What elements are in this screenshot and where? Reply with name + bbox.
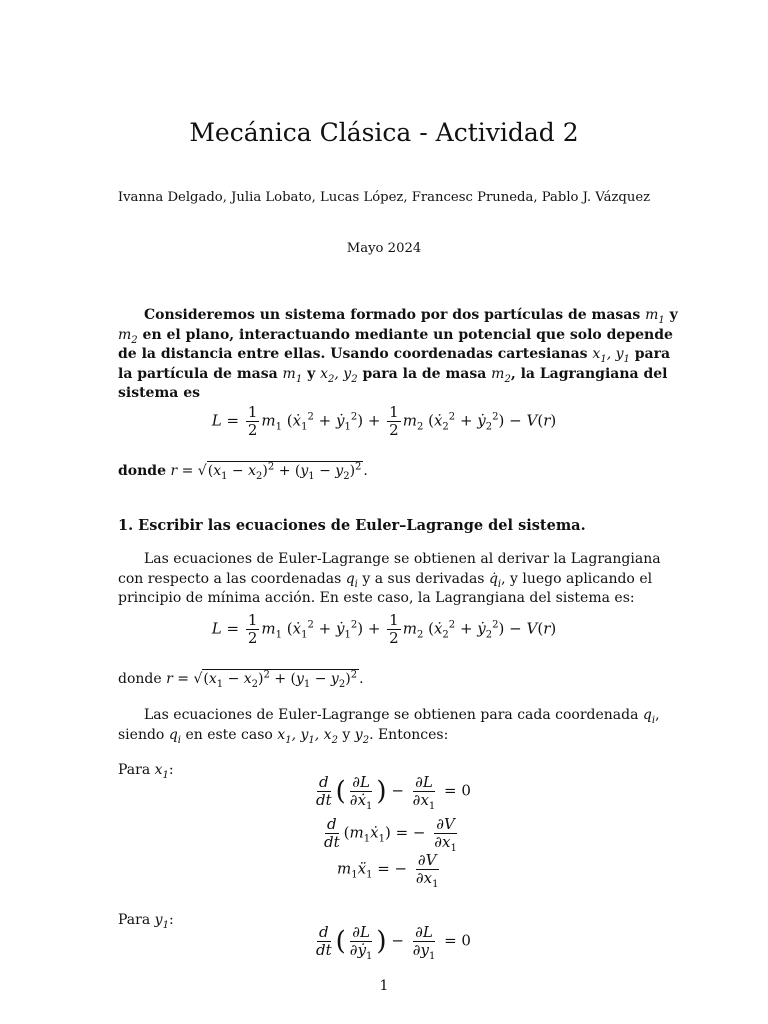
lagrangian-equation-repeat: L = $\frac{1}{2}$ $m_1$ (ẋ$_1^2$ + ẏ$_1^2$) + $\frac{1}{2}$ $m_2$ (ẋ$_2^2$ + ẏ$_2^2$) − V(r) — [211, 611, 557, 647]
euler-lagrange-x1-line3: $m_1ẍ_1$ = − $\frac{\partial V}{\partial x_1}$ — [337, 851, 439, 890]
body-paragraph: Las ecuaciones de Euler-Lagrange se obtienen al derivar la Lagrangiana con respecto a las coordenadas $q_i$ y a sus derivadas $q̇_i$, y luego aplicando el principio de mínima acción. En este caso, la Lagrangiana del sistema es: — [118, 551, 661, 606]
author-list: Ivanna Delgado, Julia Lobato, Lucas López, Francesc Pruneda, Pablo J. Vázquez — [117, 190, 651, 205]
section-heading: 1. Escribir las ecuaciones de Euler–Lagrange del sistema. — [118, 517, 586, 534]
abstract-paragraph: Consideremos un sistema formado por dos partículas de masas $m_1$ y $m_2$ en el plano, interactuando mediante un potencial que solo depende de la distancia entre ellas. Usando coordenadas cartesianas $x_1$, $y_1$ para la partícula de masa $m_1$ y $x_2$, $y_2$ para la de masa $m_2$, la Lagrangiana del sistema es — [118, 307, 678, 401]
euler-lagrange-y1-line1: $\frac{d}{dt}$ ( $\frac{\partial L}{\partial ẏ_1}$ ) − $\frac{\partial L}{\partial y_1}$ = 0 — [316, 923, 471, 962]
lagrangian-equation: L = $\frac{1}{2}$ $m_1$ (ẋ$_1^2$ + ẏ$_1^2$) + $\frac{1}{2}$ $m_2$ (ẋ$_2^2$ + ẏ$_2^2$) − V(r) — [211, 403, 557, 439]
distance-definition: donde $r = √(x_1 - x_2)^2 + (y_1 - y_2)^2$ . — [118, 461, 368, 482]
case-label-y1: Para $y_1$: — [118, 912, 174, 931]
body-paragraph-coordinates: Las ecuaciones de Euler-Lagrange se obtienen para cada coordenada $q_i$, siendo $q_i$ en este caso $x_1$, $y_1$, $x_2$ y $y_2$. Entonces: — [118, 707, 660, 746]
publication-date: Mayo 2024 — [346, 241, 422, 256]
page-title: Mecánica Clásica - Actividad 2 — [189, 118, 579, 147]
page-number: 1 — [379, 978, 389, 994]
euler-lagrange-x1-line1: $\frac{d}{dt}$ ( $\frac{\partial L}{\partial ẋ_1}$ ) − $\frac{\partial L}{\partial x_1}$ = 0 — [316, 773, 471, 812]
case-label-x1: Para $x_1$: — [118, 762, 174, 781]
euler-lagrange-x1-line2: $\frac{d}{dt}$ $(m_1ẋ_1)$ = − $\frac{\partial V}{\partial x_1}$ — [324, 815, 457, 854]
distance-definition-repeat: donde $r = √(x_1 - x_2)^2 + (y_1 - y_2)^2$ . — [118, 669, 364, 690]
